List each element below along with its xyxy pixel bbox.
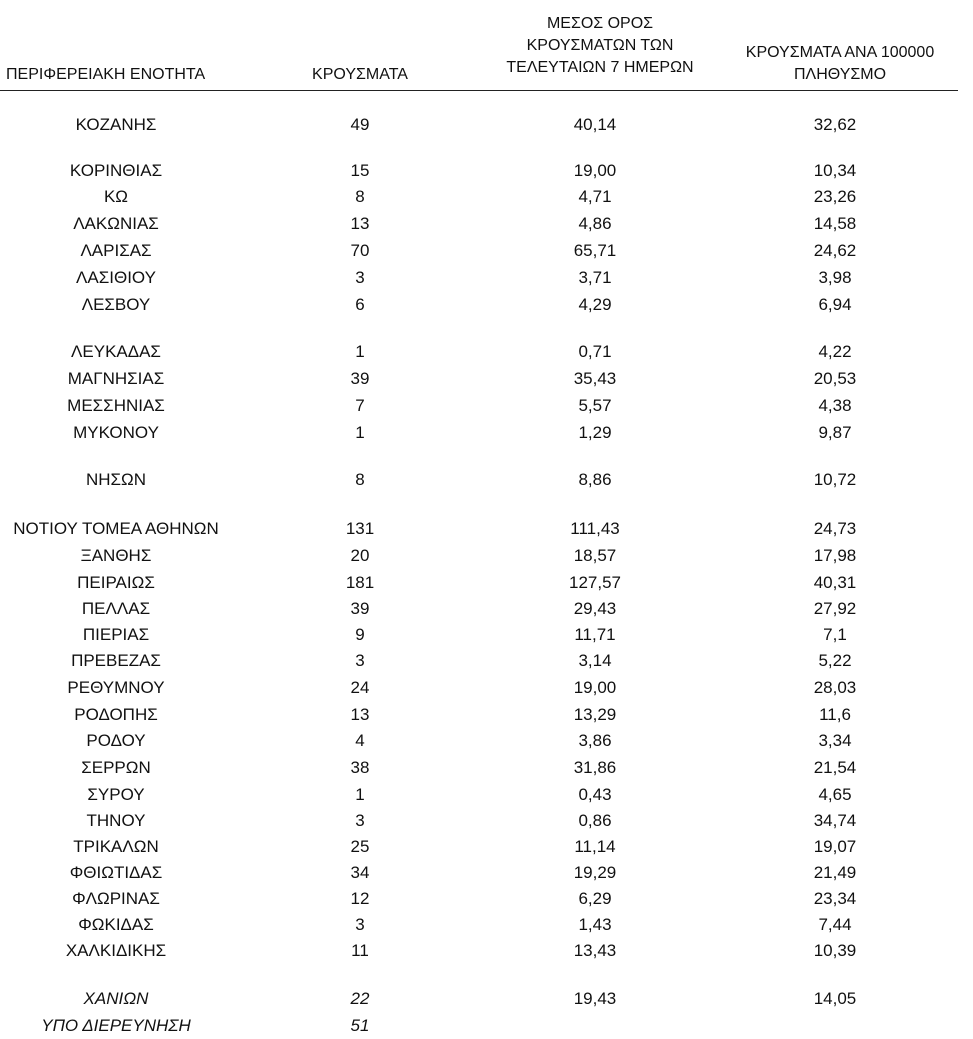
cell-per-100k: 10,39: [813, 941, 857, 960]
cell-cases: 51: [350, 1016, 370, 1035]
cell-region: ΦΩΚΙΔΑΣ: [78, 915, 154, 934]
cell-region: ΛΑΣΙΘΙΟΥ: [76, 268, 156, 287]
cell-cases: 9: [355, 625, 365, 644]
cell-7day-average: 29,43: [573, 599, 617, 618]
cell-per-100k: 28,03: [813, 678, 857, 697]
table-row: [0, 158, 973, 184]
table-row: [0, 808, 973, 834]
table-row: [0, 1013, 973, 1039]
cell-region: ΧΑΛΚΙΔΙΚΗΣ: [65, 941, 167, 960]
cell-region: ΚΟΖΑΝΗΣ: [75, 115, 157, 134]
table-row: [0, 886, 973, 912]
column-header-per-100k-line1: ΚΡΟΥΣΜΑΤΑ ΑΝΑ 100000: [745, 44, 935, 61]
cell-per-100k: 10,34: [813, 161, 857, 180]
cell-cases: 181: [345, 573, 375, 592]
cell-region: ΧΑΝΙΩΝ: [83, 989, 149, 1008]
table-row: [0, 622, 973, 648]
cell-cases: 25: [350, 837, 370, 856]
column-header-7day-average: [480, 13, 720, 79]
cell-per-100k: 23,34: [813, 889, 857, 908]
cell-cases: 38: [350, 758, 370, 777]
cell-region: ΤΡΙΚΑΛΩΝ: [73, 837, 159, 856]
cell-cases: 11: [351, 941, 369, 960]
cell-per-100k: 10,72: [813, 470, 857, 489]
cell-cases: 1: [355, 342, 365, 361]
cell-per-100k: 6,94: [818, 295, 852, 314]
cell-7day-average: 65,71: [573, 241, 617, 260]
cell-cases: 24: [350, 678, 370, 697]
cell-region: ΥΠΟ ΔΙΕΡΕΥΝΗΣΗ: [41, 1016, 191, 1035]
cell-per-100k: 23,26: [813, 187, 857, 206]
cell-cases: 39: [350, 599, 370, 618]
cell-per-100k: 4,22: [818, 342, 852, 361]
header-divider-line: [0, 90, 958, 91]
cell-per-100k: 14,58: [813, 214, 857, 233]
cell-region: ΡΟΔΟΠΗΣ: [74, 705, 158, 724]
cell-7day-average: 1,43: [578, 915, 612, 934]
table-row: [0, 938, 973, 964]
cell-7day-average: 8,86: [578, 470, 612, 489]
cell-per-100k: 27,92: [813, 599, 857, 618]
column-header-per-100k-line2: ΠΛΗΘΥΣΜΟ: [793, 66, 887, 83]
cell-7day-average: 35,43: [573, 369, 617, 388]
cell-cases: 20: [350, 546, 370, 565]
cell-region: ΦΛΩΡΙΝΑΣ: [72, 889, 160, 908]
cell-cases: 49: [350, 115, 370, 134]
column-header-cases: ΚΡΟΥΣΜΑΤΑ: [312, 66, 408, 83]
cell-cases: 39: [350, 369, 370, 388]
table-row: [0, 265, 973, 291]
cell-7day-average: 111,43: [570, 519, 620, 538]
cell-region: ΛΑΚΩΝΙΑΣ: [73, 214, 159, 233]
cell-cases: 1: [355, 785, 365, 804]
cell-region: ΜΑΓΝΗΣΙΑΣ: [67, 369, 165, 388]
cell-cases: 13: [350, 214, 370, 233]
table-row: [0, 112, 973, 138]
table-row: [0, 211, 973, 237]
cell-7day-average: 18,57: [573, 546, 617, 565]
table-row: [0, 467, 973, 493]
table-row: [0, 596, 973, 622]
table-row: [0, 292, 973, 318]
cell-region: ΠΕΙΡΑΙΩΣ: [77, 573, 155, 592]
cell-region: ΚΟΡΙΝΘΙΑΣ: [69, 161, 163, 180]
cell-region: ΡΟΔΟΥ: [86, 731, 146, 750]
table-row: [0, 238, 973, 264]
cell-cases: 70: [350, 241, 370, 260]
cell-cases: 8: [355, 470, 365, 489]
table-row: [0, 420, 973, 446]
cell-region: ΦΘΙΩΤΙΔΑΣ: [69, 863, 163, 882]
cell-cases: 3: [355, 915, 365, 934]
cell-region: ΤΗΝΟΥ: [86, 811, 146, 830]
cell-7day-average: 19,00: [573, 678, 617, 697]
cell-cases: 4: [355, 731, 365, 750]
cell-7day-average: 4,71: [578, 187, 612, 206]
cell-region: ΠΡΕΒΕΖΑΣ: [71, 651, 161, 670]
column-header-7day-average-line1: ΜΕΣΟΣ ΟΡΟΣ: [546, 15, 654, 32]
table-row: [0, 782, 973, 808]
cell-cases: 3: [355, 651, 365, 670]
cell-cases: 3: [355, 268, 365, 287]
cell-cases: 22: [350, 989, 370, 1008]
cell-per-100k: 21,49: [813, 863, 857, 882]
cell-7day-average: 3,71: [578, 268, 612, 287]
cell-per-100k: 34,74: [813, 811, 857, 830]
cell-7day-average: 13,43: [573, 941, 617, 960]
cell-7day-average: 4,29: [578, 295, 612, 314]
cell-cases: 7: [355, 396, 365, 415]
cell-7day-average: 19,00: [573, 161, 617, 180]
cell-7day-average: 5,57: [578, 396, 612, 415]
table-row: [0, 728, 973, 754]
table-row: [0, 184, 973, 210]
cell-7day-average: 4,86: [578, 214, 612, 233]
cell-7day-average: 3,14: [578, 651, 612, 670]
cell-region: ΣΕΡΡΩΝ: [81, 758, 151, 777]
cell-cases: 3: [355, 811, 365, 830]
table-row: [0, 516, 973, 542]
cell-per-100k: 14,05: [813, 989, 857, 1008]
cell-per-100k: 19,07: [813, 837, 857, 856]
cell-region: ΠΙΕΡΙΑΣ: [82, 625, 150, 644]
cell-region: ΣΥΡΟΥ: [87, 785, 145, 804]
cell-per-100k: 40,31: [813, 573, 857, 592]
cell-per-100k: 9,87: [818, 423, 852, 442]
cell-7day-average: 31,86: [573, 758, 617, 777]
cell-per-100k: 21,54: [813, 758, 857, 777]
cell-region: ΝΟΤΙΟΥ ΤΟΜΕΑ ΑΘΗΝΩΝ: [13, 519, 219, 538]
column-header-7day-average-line3: ΤΕΛΕΥΤΑΙΩΝ 7 ΗΜΕΡΩΝ: [506, 59, 694, 76]
cell-cases: 13: [350, 705, 370, 724]
cell-cases: 12: [350, 889, 370, 908]
table-row: [0, 675, 973, 701]
table-row: [0, 366, 973, 392]
cell-per-100k: 17,98: [813, 546, 857, 565]
cell-7day-average: 13,29: [573, 705, 617, 724]
cell-7day-average: 11,14: [574, 837, 616, 856]
column-header-region: ΠΕΡΙΦΕΡΕΙΑΚΗ ΕΝΟΤΗΤΑ: [6, 66, 206, 83]
table-row: [0, 860, 973, 886]
cell-per-100k: 11,6: [819, 705, 851, 724]
cell-cases: 131: [345, 519, 375, 538]
column-header-per-100k: [710, 42, 970, 86]
table-row: [0, 570, 973, 596]
cell-per-100k: 24,73: [813, 519, 857, 538]
cell-region: ΝΗΣΩΝ: [85, 470, 147, 489]
table-row: [0, 834, 973, 860]
cell-cases: 34: [350, 863, 370, 882]
cell-7day-average: 3,86: [578, 731, 612, 750]
cell-per-100k: 4,65: [818, 785, 852, 804]
table-row: [0, 755, 973, 781]
cell-per-100k: 7,1: [823, 625, 847, 644]
column-header-7day-average-line2: ΚΡΟΥΣΜΑΤΩΝ ΤΩΝ: [526, 37, 674, 54]
cell-region: ΛΑΡΙΣΑΣ: [80, 241, 152, 260]
cell-7day-average: 0,43: [578, 785, 612, 804]
cell-per-100k: 20,53: [813, 369, 857, 388]
cell-cases: 8: [355, 187, 365, 206]
cell-per-100k: 5,22: [818, 651, 852, 670]
cell-7day-average: 19,29: [573, 863, 617, 882]
table-row: [0, 648, 973, 674]
cell-region: ΠΕΛΛΑΣ: [81, 599, 151, 618]
cell-region: ΞΑΝΘΗΣ: [80, 546, 152, 565]
table-row: [0, 543, 973, 569]
cell-per-100k: 32,62: [813, 115, 857, 134]
cell-7day-average: 11,71: [574, 625, 616, 644]
cell-region: ΜΕΣΣΗΝΙΑΣ: [67, 396, 165, 415]
table-row: [0, 393, 973, 419]
cell-region: ΜΥΚΟΝΟΥ: [73, 423, 159, 442]
cell-7day-average: 19,43: [573, 989, 617, 1008]
cell-per-100k: 7,44: [818, 915, 852, 934]
cell-7day-average: 1,29: [578, 423, 612, 442]
cell-region: ΛΕΥΚΑΔΑΣ: [71, 342, 161, 361]
cell-region: ΚΩ: [103, 187, 129, 206]
cell-7day-average: 0,71: [578, 342, 612, 361]
cell-7day-average: 6,29: [578, 889, 612, 908]
table-row: [0, 339, 973, 365]
table-row: [0, 702, 973, 728]
cell-7day-average: 127,57: [569, 573, 621, 592]
cell-region: ΡΕΘΥΜΝΟΥ: [67, 678, 165, 697]
cell-7day-average: 40,14: [573, 115, 617, 134]
cell-cases: 15: [350, 161, 370, 180]
cell-per-100k: 4,38: [818, 396, 852, 415]
table-row: [0, 986, 973, 1012]
cell-per-100k: 3,34: [818, 731, 852, 750]
cell-cases: 1: [355, 423, 365, 442]
cell-per-100k: 3,98: [818, 268, 852, 287]
cell-per-100k: 24,62: [813, 241, 857, 260]
cell-7day-average: 0,86: [578, 811, 612, 830]
cell-region: ΛΕΣΒΟΥ: [81, 295, 151, 314]
cell-cases: 6: [355, 295, 365, 314]
table-row: [0, 912, 973, 938]
